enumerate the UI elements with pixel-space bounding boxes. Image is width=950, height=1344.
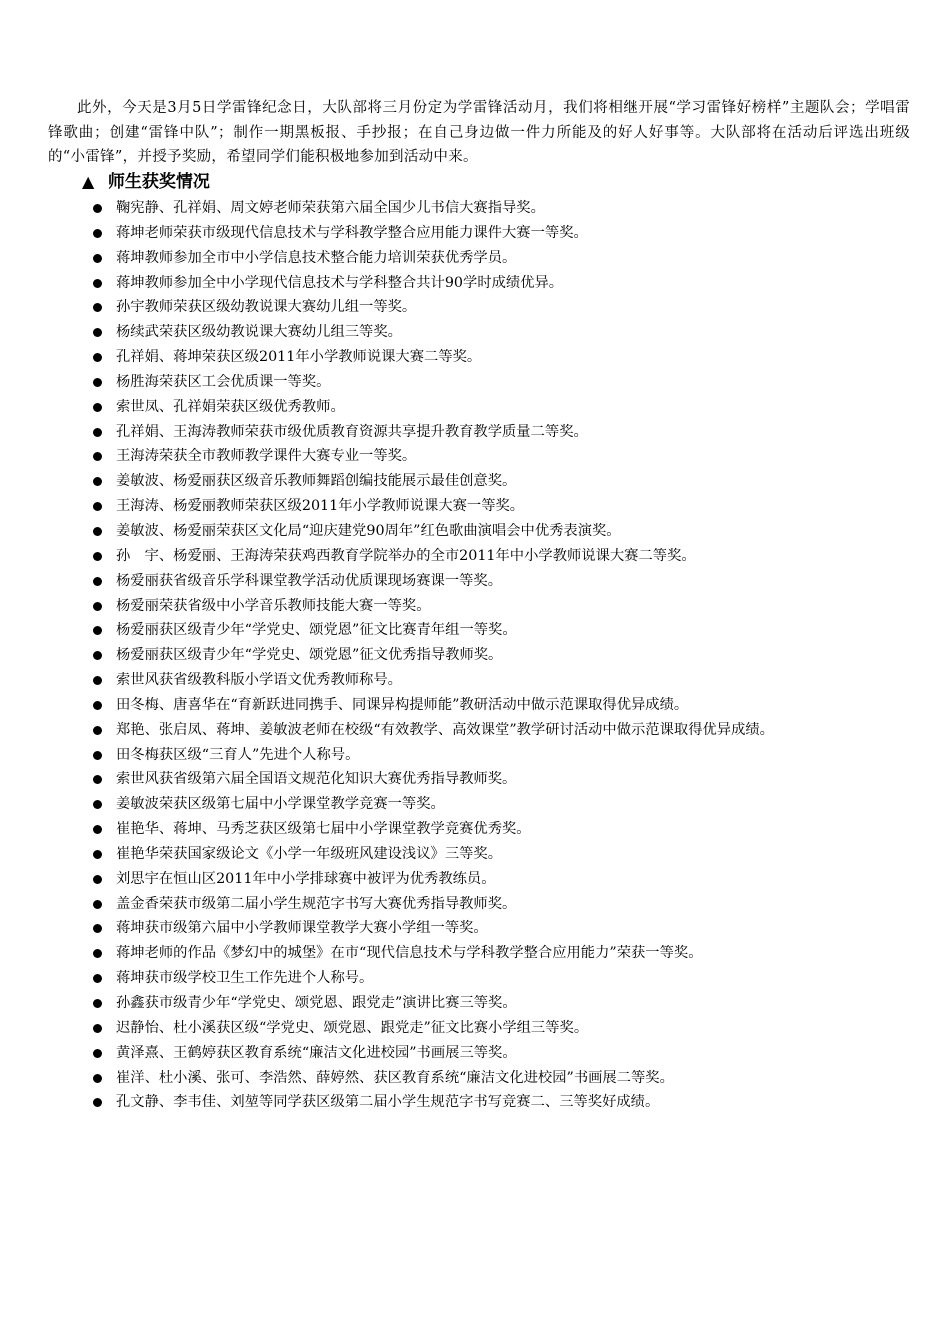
list-item [92, 643, 922, 668]
award-text: 盖金香荣获市级第二届小学生规范字书写大赛优秀指导教师奖。 [116, 895, 517, 912]
bullet-icon [93, 900, 102, 909]
list-item [92, 618, 922, 643]
bullet-icon [93, 477, 102, 486]
award-text: 黄泽熹、王鹤婷获区教育系统“廉洁文化进校园”书画展三等奖。 [116, 1044, 517, 1061]
award-text: 刘思宇在恒山区2011年中小学排球赛中被评为优秀教练员。 [116, 870, 496, 887]
award-text: 杨爱丽荣获省级中小学音乐教师技能大赛一等奖。 [116, 597, 431, 614]
bullet-icon [93, 1024, 102, 1033]
bullet-icon [93, 502, 102, 511]
list-item [92, 1090, 922, 1115]
list-item [92, 246, 922, 271]
award-text: 王海涛荣获全市教师教学课件大赛专业一等奖。 [116, 448, 417, 465]
bullet-icon [93, 800, 102, 809]
award-text: 孙 宇、杨爱丽、王海涛荣获鸡西教育学院举办的全市2011年中小学教师说课大赛二等奖。 [116, 547, 696, 564]
bullet-icon [93, 726, 102, 735]
list-item [92, 519, 922, 544]
list-item [92, 196, 922, 221]
bullet-icon [93, 751, 102, 760]
award-text: 蒋坤教师参加全中小学现代信息技术与学科整合共计90学时成绩优异。 [116, 274, 564, 291]
award-text: 姜敏波、杨爱丽荣获区文化局“迎庆建党90周年”红色歌曲演唱会中优秀表演奖。 [116, 522, 621, 539]
list-item [92, 743, 922, 768]
bullet-icon [93, 1049, 102, 1058]
bullet-icon [93, 353, 102, 362]
list-item [92, 1066, 922, 1091]
list-item [92, 867, 922, 892]
list-item [92, 395, 922, 420]
list-item [92, 345, 922, 370]
list-item [92, 842, 922, 867]
list-item [92, 320, 922, 345]
award-text: 郑艳、张启凤、蒋坤、姜敏波老师在校级“有效教学、高效课堂”教学研讨活动中做示范课取得优异成绩。 [116, 721, 774, 738]
list-item [92, 668, 922, 693]
bullet-icon [93, 924, 102, 933]
award-text: 王海涛、杨爱丽教师荣获区级2011年小学教师说课大赛一等奖。 [116, 498, 525, 515]
bullet-icon [93, 949, 102, 958]
list-item [92, 295, 922, 320]
bullet-icon [93, 254, 102, 263]
list-item [92, 941, 922, 966]
list-item [92, 221, 922, 246]
list-item [92, 1016, 922, 1041]
award-text: 索世风获省级第六届全国语文规范化知识大赛优秀指导教师奖。 [116, 771, 517, 788]
award-text: 孔祥娟、蒋坤荣获区级2011年小学教师说课大赛二等奖。 [116, 349, 482, 366]
list-item [92, 494, 922, 519]
award-text: 杨胜海荣获区工会优质课一等奖。 [116, 373, 331, 390]
award-text: 孔祥娟、王海涛教师荣获市级优质教育资源共享提升教育教学质量二等奖。 [116, 423, 588, 440]
bullet-icon [93, 452, 102, 461]
list-item [92, 1041, 922, 1066]
bullet-icon [93, 701, 102, 710]
bullet-icon [93, 204, 102, 213]
bullet-icon [93, 602, 102, 611]
list-item [92, 444, 922, 469]
list-item [92, 469, 922, 494]
award-text: 田冬梅、唐喜华在“育新跃进同携手、同课异构提师能”教研活动中做示范课取得优异成绩。 [116, 696, 689, 713]
list-item [92, 594, 922, 619]
list-item [92, 271, 922, 296]
award-text: 孔文静、李韦佳、刘堃等同学获区级第二届小学生规范字书写竞赛二、三等奖好成绩。 [116, 1094, 660, 1111]
award-text: 蒋坤获市级学校卫生工作先进个人称号。 [116, 970, 374, 987]
list-item [92, 370, 922, 395]
bullet-icon [93, 527, 102, 536]
bullet-icon [93, 229, 102, 238]
list-item [92, 420, 922, 445]
bullet-icon [93, 328, 102, 337]
award-text: 崔洋、杜小溪、张可、李浩然、薛婷然、获区教育系统“廉洁文化进校园”书画展二等奖。 [116, 1069, 674, 1086]
award-text: 蒋坤获市级第六届中小学教师课堂教学大赛小学组一等奖。 [116, 920, 488, 937]
award-text: 迟静怡、杜小溪获区级“学党史、颂党恩、跟党走”征文比赛小学组三等奖。 [116, 1019, 589, 1036]
list-item [92, 718, 922, 743]
list-item [92, 767, 922, 792]
bullet-icon [93, 1098, 102, 1107]
bullet-icon [93, 303, 102, 312]
award-text: 索世凤、孔祥娟荣获区级优秀教师。 [116, 398, 345, 415]
bullet-icon [93, 552, 102, 561]
award-text: 鞠宪静、孔祥娟、周文婷老师荣获第六届全国少儿书信大赛指导奖。 [116, 200, 545, 216]
list-item [92, 544, 922, 569]
award-text: 杨爱丽获省级音乐学科课堂教学活动优质课现场赛课一等奖。 [116, 572, 503, 589]
list-item [92, 792, 922, 817]
intro-paragraph: 此外，今天是3月5日学雷锋纪念日，大队部将三月份定为学雷锋活动月，我们将相继开展“学习雷锋好榜样”主题队会；学唱雷锋歌曲；创建“雷锋中队”；制作一期黑板报、手抄报；在自己身边做一件力所能及的好人好事等。大队部将在活动后评选出班级的“小雷锋”，并授予奖励，希望同学们能积极地参加到活动中来。 [48, 100, 910, 165]
award-text: 蒋坤教师参加全市中小学信息技术整合能力培训荣获优秀学员。 [116, 249, 517, 266]
award-text: 崔艳华荣获国家级论文《小学一年级班风建设浅议》三等奖。 [116, 845, 503, 862]
section-heading [82, 170, 210, 194]
award-text: 索世风获省级教科版小学语文优秀教师称号。 [116, 672, 402, 689]
list-item [92, 892, 922, 917]
list-item [92, 817, 922, 842]
bullet-icon [93, 825, 102, 834]
award-text: 姜敏波荣获区级第七届中小学课堂教学竞赛一等奖。 [116, 796, 445, 813]
list-item [92, 991, 922, 1016]
list-item [92, 693, 922, 718]
list-item [92, 916, 922, 941]
bullet-icon [93, 676, 102, 685]
list-item [92, 569, 922, 594]
award-text: 孙鑫获市级青少年“学党史、颂党恩、跟党走”演讲比赛三等奖。 [116, 995, 517, 1011]
bullet-icon [93, 850, 102, 859]
award-text: 蒋坤老师的作品《梦幻中的城堡》在市“现代信息技术与学科教学整合应用能力”荣获一等奖。 [116, 945, 703, 962]
triangle-icon: ▲ [82, 172, 95, 191]
award-text: 田冬梅获区级“三育人”先进个人称号。 [116, 746, 360, 763]
award-text: 姜敏波、杨爱丽获区级音乐教师舞蹈创编技能展示最佳创意奖。 [116, 473, 517, 490]
bullet-icon [93, 577, 102, 586]
award-text: 杨续武荣获区级幼教说课大赛幼儿组三等奖。 [116, 324, 402, 341]
bullet-icon [93, 626, 102, 635]
bullet-icon [93, 428, 102, 437]
bullet-icon [93, 403, 102, 412]
award-text: 崔艳华、蒋坤、马秀芝获区级第七届中小学课堂教学竞赛优秀奖。 [116, 821, 531, 838]
bullet-icon [93, 651, 102, 660]
bullet-icon [93, 974, 102, 983]
bullet-icon [93, 775, 102, 784]
award-text: 杨爱丽获区级青少年“学党史、颂党恩”征文比赛青年组一等奖。 [116, 622, 517, 639]
award-text: 孙宇教师荣获区级幼教说课大赛幼儿组一等奖。 [116, 299, 417, 316]
bullet-icon [93, 999, 102, 1008]
bullet-icon [93, 875, 102, 884]
section-title: 师生获奖情况 [107, 172, 210, 192]
award-text: 杨爱丽获区级青少年“学党史、颂党恩”征文优秀指导教师奖。 [116, 647, 503, 664]
bullet-icon [93, 378, 102, 387]
bullet-icon [93, 279, 102, 288]
bullet-icon [93, 1074, 102, 1083]
list-item [92, 966, 922, 991]
award-list [92, 196, 922, 1115]
award-text: 蒋坤老师荣获市级现代信息技术与学科教学整合应用能力课件大赛一等奖。 [116, 224, 588, 241]
